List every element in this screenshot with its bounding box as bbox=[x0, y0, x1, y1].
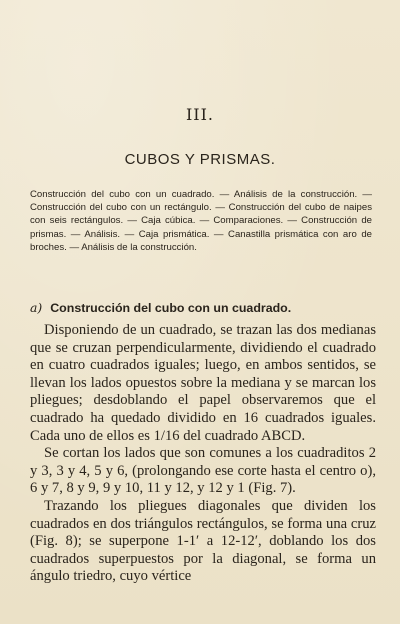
section-letter: a) bbox=[30, 300, 43, 315]
show-through-text bbox=[10, 0, 390, 150]
section-heading bbox=[30, 300, 376, 315]
paragraph: Trazando los pliegues diagonales que dividen los cuadrados en dos triángulos rectángulos, se forma una cruz (Fig. 8); se superpone 1-1′ a 12-12′, doblando los dos cuadrados superpuestos por la diagonal, se forma un ángulo triedro, cuyo vértice bbox=[30, 497, 376, 585]
chapter-summary bbox=[30, 188, 372, 254]
chapter-title: CUBOS Y PRISMAS. bbox=[124, 151, 276, 168]
paragraph: Disponiendo de un cuadrado, se trazan las dos medianas que se cruzan perpendicularmente, dividiendo el cuadrado en cuatro cuadrados iguales; luego, en ambos sentidos, se llevan los lados opuestos sobre la mediana y se marcan los pliegues; desdoblando el papel observaremos que el cuadrado ha quedado dividido en 16 cuadrados iguales. Cada uno de ellos es 1/16 del cuadrado ABCD. bbox=[30, 322, 376, 444]
body-text bbox=[30, 322, 376, 586]
paragraph: Se cortan los lados que son comunes a los cuadraditos 2 y 3, 3 y 4, 5 y 6, (prolongando ese corte hasta el centro o), 6 y 7, 8 y 9, 9 y 10, 11 y 12, y 12 y 1 (Fig. 7). bbox=[30, 445, 376, 497]
section-title: Construcción del cubo con un cuadrado. bbox=[50, 301, 292, 315]
summary-text: Construcción del cubo con un cuadrado. — Análisis de la construcción. — Construcción del cubo con un rectángulo. — Construcción del cubo de naipes con seis rectángulos. — Caja cúbica. — Comparaciones. — Construcción de prismas. — Análisis. — Caja prismática. — Canastilla prismática con aro de broches. — Análisis de la construcción. bbox=[30, 189, 372, 253]
chapter-number: III. bbox=[185, 105, 215, 124]
